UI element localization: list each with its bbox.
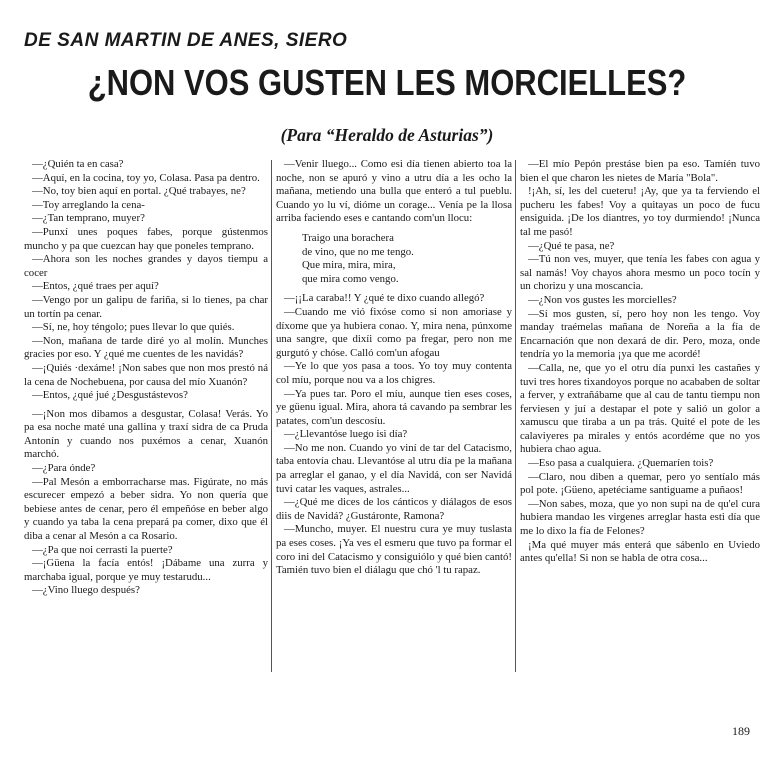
dialogue-line: —Claro, nou diben a quemar, pero yo sentíalo más pol pote. ¡Güeno, apetéciame santiguame a puñaos! xyxy=(520,470,760,497)
dialogue-line: —¿Pa que noi cerrasti la puerte? xyxy=(32,543,173,556)
verse-line: de vino, que no me tengo. xyxy=(302,245,414,258)
dialogue-line: —Non sabes, moza, que yo non supi na de qu'el cura hubiera mandao les virgenes arreglar hasta esti día que me lo dixo la fía de Felones? xyxy=(520,497,760,538)
dialogue-line: —Sí, ne, hoy téngolo; pues llevar lo que quiés. xyxy=(32,321,235,334)
dialogue-line: —Eso pasa a cualquiera. ¿Quemaríen tois? xyxy=(528,457,714,470)
dialogue-line: —¡Quiés ·dexáme! ¡Non sabes que non mos prestó ná la cena de Nochebuena, por causa del mío Xuanón? xyxy=(24,361,268,388)
dialogue-line: —Entos, ¿qué jué ¿Desgustástevos? xyxy=(32,389,188,402)
verse-line: que mira como vengo. xyxy=(302,272,399,285)
dialogue-line: —¡Güena la facía entós! ¡Dábame una zurra y marchaba igual, porque ye muy testarudu... xyxy=(24,557,268,583)
dialogue-line: —El mío Pepón prestáse bien pa eso. Tamíén tuvo bien el que charon les nietes de María "Bola". xyxy=(520,158,760,184)
article-subtitle: (Para “Heraldo de Asturias”) xyxy=(280,125,494,145)
dialogue-line: —Sí mos gusten, sí, pero hoy non les tengo. Voy manday traémelas mañana de Noreña a la fía de Encarnación que non dexará de dir. Pero, moza, onde tendría yo la memoria ¡ya que me acordé! xyxy=(520,307,760,361)
dialogue-line: —Aquí, en la cocina, toy yo, Colasa. Pasa pa dentro. xyxy=(32,171,260,184)
dialogue-line: —Pal Mesón a emborracharse mas. Figúrate, no más escurecer empezó a beber sidra. Yo non quería que bebiese antes de cenar, pero él empeñóse en beber algo y cuando ya taba la cena prepará pa comer, dixo que él diba a cenar al Mesón a ca Rosario. xyxy=(24,475,268,543)
dialogue-line: —¿Non vos gustes les morcielles? xyxy=(528,293,677,306)
dialogue-line: —¡Non mos dibamos a desgustar, Colasa! Verás. Yo pa esa noche maté una gallina y traxí sidra de ca Pruda Antonín y cuando nos puxémos a cenar, Xuanón marchó. xyxy=(24,407,268,461)
dialogue-line: —¿Qué me dices de los cánticos y diálagos de esos diis de Navidá? ¿Gustáronte, Ramona? xyxy=(276,496,512,522)
dialogue-line: —Tú non ves, muyer, que tenía les fabes con agua y sal namás! Voy chayos ahora mesmo un poco tocín y un chorizu y una moscancia. xyxy=(520,253,760,293)
dialogue-line: —¿Vino lluego después? xyxy=(32,584,140,597)
dialogue-line: —Toy arreglando la cena- xyxy=(32,198,145,211)
column-3 xyxy=(520,158,760,566)
dialogue-line: —¡¡La caraba!! Y ¿qué te dixo cuando allegó? xyxy=(284,292,485,305)
song-verse xyxy=(302,232,512,286)
dialogue-line: —Calla, ne, que yo el otru día punxi les castañes y tuvi tres hores tixandoyos porque no acababen de soltar a ferver, y extrañábame que al cau de tantu tiempu non ferviesen y juí a destapar el pote y salió un golor a xamuscu que tiraba a un pa trás. Quité el pote de les calaviyeres pa mirales y entós acordéme que no yos hubiera chao agua. xyxy=(520,361,760,456)
dialogue-line: —Entos, ¿qué traes per aquí? xyxy=(32,280,159,293)
dialogue-line: —Venir lluego... Como esi día tienen abierto toa la noche, non se apuró y vino a utru día a les ocho la mañana, metiendo una bulla que enteró a tul pueblu. Cuando yo lu ví, dióme un corage... Venía pe la llosa arriba faciendo eses e cantando com'un llocu: xyxy=(276,158,512,225)
dialogue-line: —¿Llevantóse luego isi día? xyxy=(284,428,408,441)
dialogue-line: —¿Para ónde? xyxy=(32,462,96,475)
verse-line: Que mira, mira, mira, xyxy=(302,259,396,272)
dialogue-line: —Ya pues tar. Poro el míu, aunque tien eses coses, ye güenu igual. Mira, ahora tá cavando pa sembrar les patates, com'un descosíu. xyxy=(276,387,512,427)
dialogue-line: —Ahora son les noches grandes y dayos tiempu a cocer xyxy=(24,253,268,279)
location-kicker: DE SAN MARTIN DE ANES, SIERO xyxy=(24,30,348,51)
dialogue-line: —¿Qué te pasa, ne? xyxy=(528,239,615,252)
dialogue-line: —Cuando me vió fixóse como si non amoriase y díxome que ya hubiera conao. Y, mira nena, púnxome una sangre, que dixíi como pa fregar, pero non me gurgutó y chóse. Calló com'un afogau xyxy=(276,305,512,359)
dialogue-line: —Vengo por un galipu de fariña, si lo tienes, pa char un tortín pa cenar. xyxy=(24,293,268,320)
column-2 xyxy=(276,158,512,578)
dialogue-line: —Non, mañana de tarde diré yo al molín. Munches gracies por eso. Y ¿qué me cuentes de les navidás? xyxy=(24,334,268,361)
dialogue-line: ¡Ma qué muyer más enterá que sábenlo en Uviedo antes qu'ella! Si non se habla de otra cosa... xyxy=(520,538,760,565)
column-divider xyxy=(515,160,516,672)
article-title: ¿NON VOS GUSTEN LES MORCIELLES? xyxy=(87,62,687,103)
column-divider xyxy=(271,160,272,672)
dialogue-line: —Muncho, muyer. El nuestru cura ye muy tuslasta pa eses coses. ¡Ya ves el esmeru que tuvo pa formar el coro ini del Catacismo y consiguiólo y qué bien cantó! Tamién tuvo bien el diálagu que chó 'l tu rapaz. xyxy=(276,523,512,577)
dialogue-line: —No, toy bien aquí en portal. ¿Qué trabayes, ne? xyxy=(32,185,246,198)
dialogue-line: —¿Quién ta en casa? xyxy=(32,158,124,170)
verse-line: Traigo una borachera xyxy=(302,231,394,244)
dialogue-line: —No me non. Cuando yo viní de tar del Catacismo, taba entovía chau. Llevantóse al utru día pe la mañana pa arreglar el ganao, y el día Navidá, con ser Navidá tuvi catar les vaques, astrales... xyxy=(276,441,512,495)
dialogue-line: —Ye lo que yos pasa a toos. Yo toy muy contenta col míu, porque nou va a los chigres. xyxy=(276,360,512,386)
dialogue-line: !¡Ah, sí, les del cueteru! ¡Ay, que ya ta ferviendo el pucheru les fabes! Voy a quitayas un poco de fucu ensiguida. ¡De los diantres, yo toy durmiendo! ¡Nunca tal me pasó! xyxy=(520,185,760,238)
dialogue-line: —Punxí unes poques fabes, porque gústenmos muncho y pa que cuezcan hay que poneles temprano. xyxy=(24,225,268,252)
column-1 xyxy=(24,158,268,598)
page-number: 189 xyxy=(732,724,750,738)
dialogue-line: —¿Tan temprano, muyer? xyxy=(32,212,145,225)
